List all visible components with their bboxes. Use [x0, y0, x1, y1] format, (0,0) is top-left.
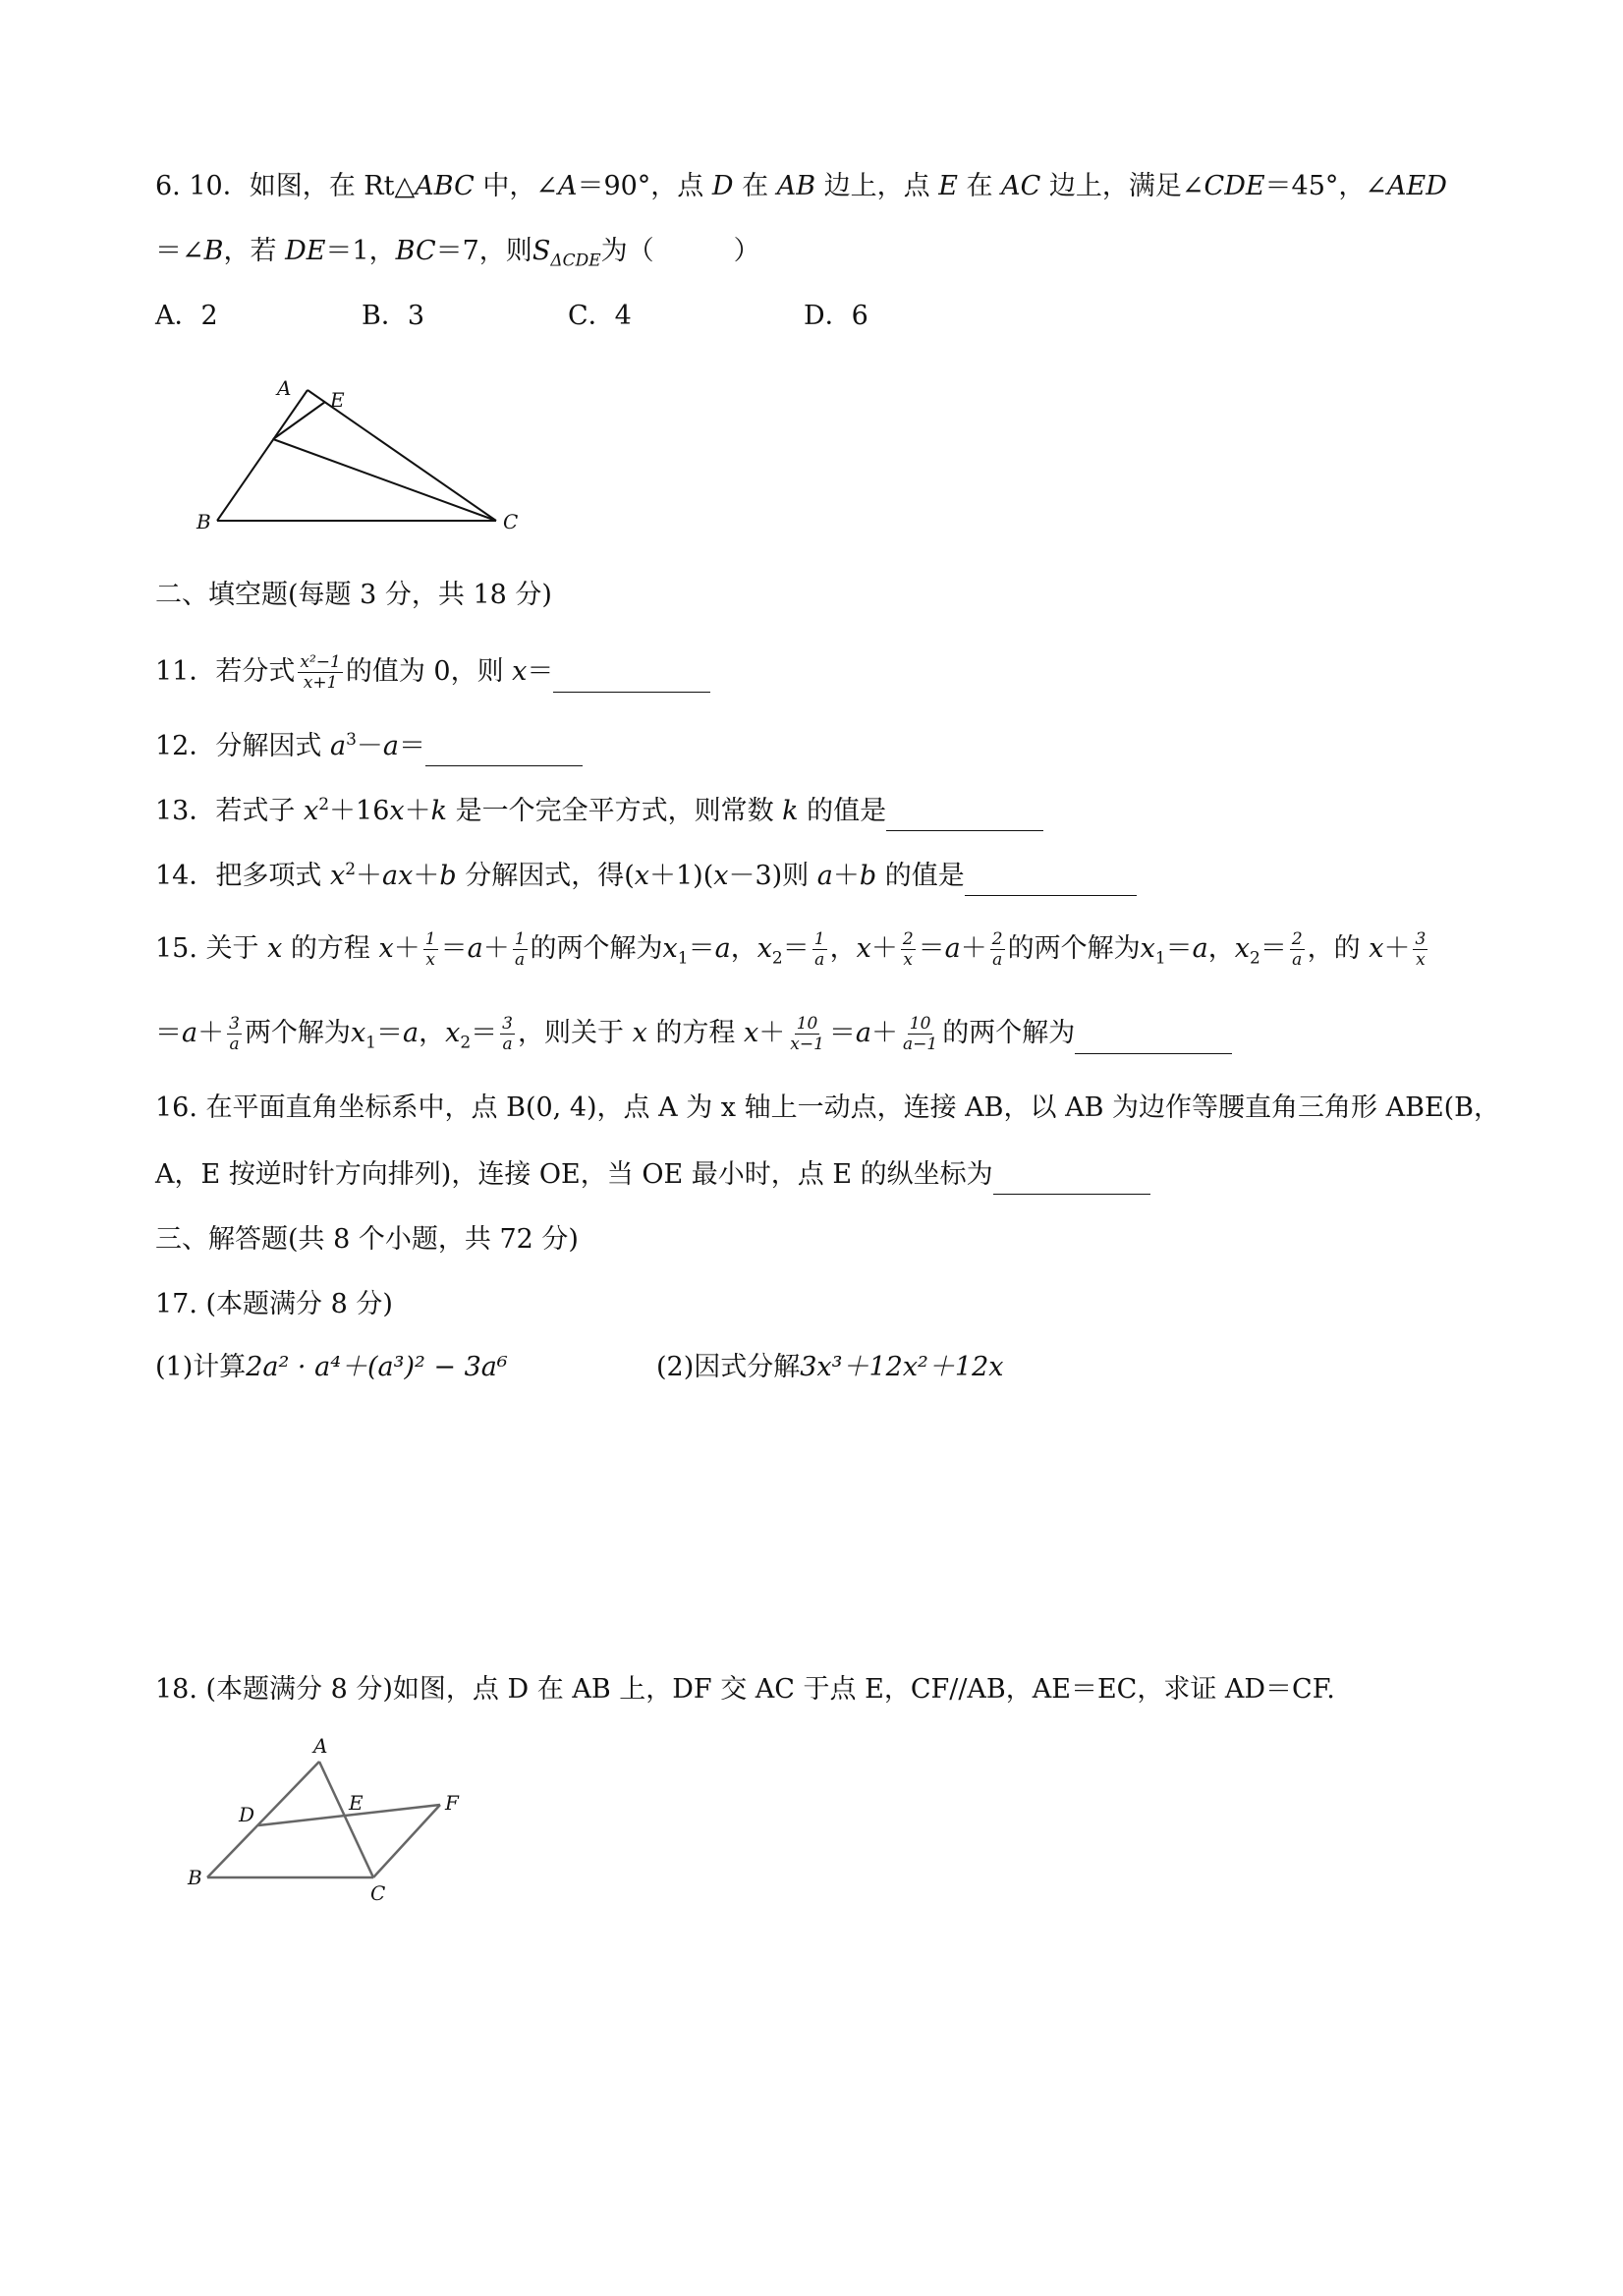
option-a: A．2: [155, 301, 218, 331]
q12: 12．分解因式 $a^3-a=$: [155, 727, 583, 766]
q16-line2: A，E 按逆时针方向排列)，连接 OE，当 OE 最小时，点 E 的纵坐标为: [155, 1155, 1150, 1195]
q11-fraction: $\frac{\text{x²−1}}{x+1}$: [300, 652, 341, 693]
q6-line2: ＝∠B，若 DE＝1，BC＝7，则$S_{\Delta CDE}$为（ ）: [155, 236, 760, 271]
answer-blank[interactable]: [425, 736, 583, 766]
answer-blank[interactable]: [553, 662, 710, 693]
label-e: E: [330, 388, 345, 412]
q15-line1: 15. 关于 x 的方程 x＋ $\frac{1}{x}$ ＝a＋ $\frac{1}{a}$ 的两个解为$x_1=a$，$x_2=$ $\frac{1}{a}$ ，x＋ $\frac{2}{x}$ ＝a＋ $\frac{2}{a}$ 的两个解为$x_1=a$，$x_2=$ $\frac{2}{a}$ ，的 x＋ $\frac{3}{x}$: [155, 929, 1427, 970]
q17-part2: (2)因式分解3x³＋12x²＋12x: [656, 1352, 1004, 1382]
q17-title: 17. (本题满分 8 分): [155, 1289, 393, 1319]
q11: 11．若分式 $\frac{\text{x²−1}}{x+1}$ 的值为 0，则 x＝: [155, 652, 710, 693]
option-b: B．3: [362, 301, 425, 331]
q18-text: 18. (本题满分 8 分)如图，点 D 在 AB 上，DF 交 AC 于点 E，CF//AB，AE＝EC，求证 AD＝CF.: [155, 1674, 1335, 1705]
answer-blank[interactable]: [886, 801, 1043, 831]
q18-figure: [182, 1731, 486, 1904]
label-a: A: [277, 376, 292, 400]
q6-triangle-figure: [187, 373, 540, 540]
q16-line1: 16. 在平面直角坐标系中，点 B(0, 4)，点 A 为 x 轴上一动点，连接 AB，以 AB 为边作等腰直角三角形 ABE(B，: [155, 1092, 1501, 1123]
label-d: D: [239, 1803, 255, 1826]
q14: 14．把多项式 $x^2+ax+b$ 分解因式，得(x＋1)(x－3)则 a＋b 的值是: [155, 857, 1137, 896]
label-e: E: [349, 1791, 364, 1815]
label-b: B: [188, 1866, 202, 1889]
label-b: B: [196, 510, 211, 533]
section-3-heading: 三、解答题(共 8 个小题，共 72 分): [155, 1224, 579, 1255]
label-c: C: [370, 1881, 386, 1904]
answer-blank[interactable]: [1075, 1024, 1232, 1054]
option-d: D．6: [804, 301, 868, 331]
q13: 13．若式子 $x^2+16x+k$ 是一个完全平方式，则常数 k 的值是: [155, 792, 1043, 831]
section-2-heading: 二、填空题(每题 3 分，共 18 分): [155, 580, 552, 610]
label-c: C: [503, 510, 519, 533]
answer-blank[interactable]: [965, 866, 1137, 896]
q6-line1: 6. 10．如图，在 Rt△ABC 中，∠A＝90°，点 D 在 AB 边上，点 E 在 AC 边上，满足∠CDE＝45°，∠AED: [155, 171, 1447, 201]
option-c: C．4: [568, 301, 632, 331]
label-a: A: [313, 1734, 328, 1758]
q15-line2: ＝a＋ $\frac{3}{a}$ 两个解为$x_1=a$，$x_2=$ $\frac{3}{a}$ ，则关于 x 的方程 x＋ $\frac{10}{x-1}$ ＝a＋ $\frac{10}{a-1}$ 的两个解为: [155, 1014, 1232, 1054]
label-f: F: [445, 1791, 459, 1815]
q17-part1: (1)计算2a² · a⁴＋(a³)² − 3a⁶: [155, 1352, 508, 1382]
answer-blank[interactable]: [993, 1164, 1150, 1195]
